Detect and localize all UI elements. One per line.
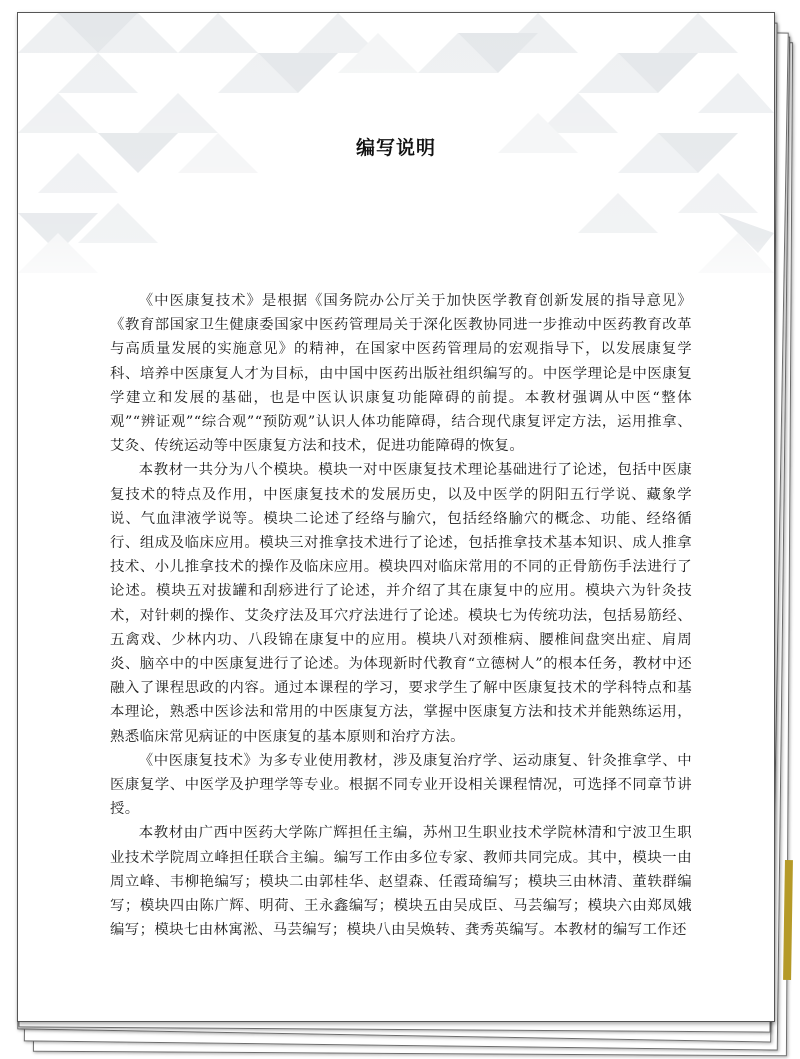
paragraph: 《中医康复技术》是根据《国务院办公厅关于加快医学教育创新发展的指导意见》《教育部国家卫生健康委国家中医药管理局关于深化医教协同进一步推动中医药教育改革与高质量发展的实施意见》的精神，在国家中医药管理局的宏观指导下，以发展康复学科、培养中医康复人才为目标，由中国中医药出版社组织编写的。中医学理论是中医康复学建立和发展的基础，也是中医认识康复功能障碍的前提。本教材强调从中医“整体观”“辨证观”“综合观”“预防观”认识人体功能障碍，结合现代康复评定方法，运用推拿、艾灸、传统运动等中医康复方法和技术，促进功能障碍的恢复。 xyxy=(110,293,692,455)
paragraph: 本教材一共分为八个模块。模块一对中医康复技术理论基础进行了论述，包括中医康复技术的特点及作用，中医康复技术的发展历史，以及中医学的阴阳五行学说、藏象学说、气血津液学说等。模块二论述了经络与腧穴，包括经络腧穴的概念、功能、经络循行、组成及临床应用。模块三对推拿技术进行了论述，包括推拿技术基本知识、成人推拿技术、小儿推拿技术的操作及临床应用。模块四对临床常用的不同的正骨筋伤手法进行了论述。模块五对拔罐和刮痧进行了论述，并介绍了其在康复中的应用。模块六为针灸技术，对针刺的操作、艾灸疗法及耳穴疗法进行了论述。模块七为传统功法，包括易筋经、五禽戏、少林内功、八段锦在康复中的应用。模块八对颈椎病、腰椎间盘突出症、肩周炎、脑卒中的中医康复进行了论述。为体现新时代教育“立德树人”的根本任务，教材中还融入了课程思政的内容。通过本课程的学习，要求学生了解中医康复技术的学科特点和基本理论，熟悉中医诊法和常用的中医康复方法，掌握中医康复方法和技术并能熟练运用，熟悉临床常见病证的中医康复的基本原则和治疗方法。 xyxy=(110,462,692,745)
geometric-background-pattern xyxy=(18,13,774,313)
page-title: 编写说明 xyxy=(355,137,436,159)
document-page xyxy=(17,12,775,1022)
paragraph: 本教材由广西中医药大学陈广辉担任主编，苏州卫生职业技术学院林清和宁波卫生职业技术学院周立峰担任联合主编。编写工作由多位专家、教师共同完成。其中，模块一由周立峰、韦柳艳编写；模块二由郭桂华、赵望森、任霞琦编写；模块三由林清、董轶群编写；模块四由陈广辉、明荷、王永鑫编写；模块五由吴成臣、马芸编写；模块六由郑凤娥编写；模块七由林寓淞、马芸编写；模块八由吴焕转、龚秀英编写。本教材的编写工作还 xyxy=(110,825,692,939)
body-text xyxy=(110,289,692,942)
paragraph: 《中医康复技术》为多专业使用教材，涉及康复治疗学、运动康复、针灸推拿学、中医康复学、中医学及护理学等专业。根据不同专业开设相关课程情况，可选择不同章节讲授。 xyxy=(110,752,692,818)
page-edge-accent xyxy=(783,860,793,980)
